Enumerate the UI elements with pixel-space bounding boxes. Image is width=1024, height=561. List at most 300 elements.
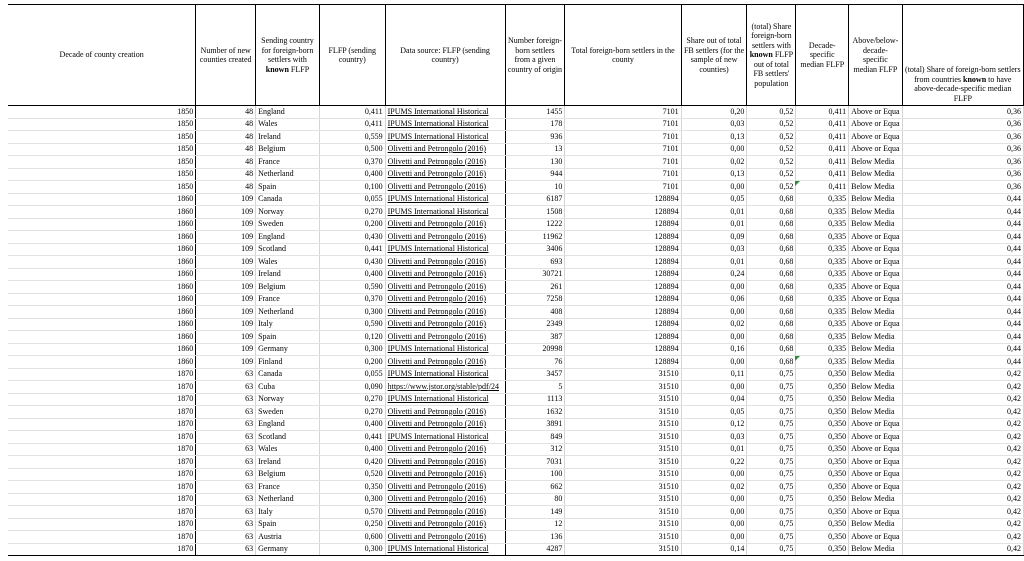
cell-flfp[interactable]: 0,559 bbox=[319, 131, 385, 144]
cell-source[interactable]: Olivetti and Petrongolo (2016) bbox=[385, 531, 505, 544]
cell-country[interactable]: Netherland bbox=[256, 493, 320, 506]
cell-country[interactable]: France bbox=[256, 293, 320, 306]
cell-above-below[interactable]: Above or Equa bbox=[849, 431, 902, 444]
cell-country[interactable]: Sweden bbox=[256, 218, 320, 231]
cell-settlers[interactable]: 2349 bbox=[505, 318, 565, 331]
cell-decade[interactable]: 1870 bbox=[8, 381, 196, 394]
cell-share-fb[interactable]: 0,00 bbox=[681, 306, 747, 319]
cell-above-below[interactable]: Above or Equa bbox=[849, 506, 902, 519]
cell-median[interactable]: 0,335 bbox=[796, 318, 849, 331]
cell-country[interactable]: Wales bbox=[256, 443, 320, 456]
cell-source[interactable]: Olivetti and Petrongolo (2016) bbox=[385, 181, 505, 194]
cell-flfp[interactable]: 0,370 bbox=[319, 156, 385, 169]
cell-share-fb[interactable]: 0,00 bbox=[681, 356, 747, 369]
cell-total[interactable]: 128894 bbox=[565, 293, 681, 306]
cell-share-above[interactable]: 0,42 bbox=[902, 418, 1023, 431]
cell-country[interactable]: Sweden bbox=[256, 406, 320, 419]
cell-known-share[interactable]: 0,52 bbox=[747, 131, 796, 144]
cell-above-below[interactable]: Below Media bbox=[849, 406, 902, 419]
cell-new-counties[interactable]: 48 bbox=[196, 131, 256, 144]
cell-source[interactable]: Olivetti and Petrongolo (2016) bbox=[385, 281, 505, 294]
cell-median[interactable]: 0,335 bbox=[796, 306, 849, 319]
cell-new-counties[interactable]: 109 bbox=[196, 293, 256, 306]
cell-country[interactable]: France bbox=[256, 481, 320, 494]
cell-share-above[interactable]: 0,44 bbox=[902, 243, 1023, 256]
cell-country[interactable]: Wales bbox=[256, 256, 320, 269]
cell-known-share[interactable]: 0,75 bbox=[747, 506, 796, 519]
cell-known-share[interactable]: 0,75 bbox=[747, 518, 796, 531]
cell-flfp[interactable]: 0,400 bbox=[319, 418, 385, 431]
cell-settlers[interactable]: 30721 bbox=[505, 268, 565, 281]
cell-share-above[interactable]: 0,36 bbox=[902, 118, 1023, 131]
cell-above-below[interactable]: Below Media bbox=[849, 156, 902, 169]
cell-median[interactable]: 0,350 bbox=[796, 506, 849, 519]
cell-share-above[interactable]: 0,44 bbox=[902, 318, 1023, 331]
cell-source[interactable]: Olivetti and Petrongolo (2016) bbox=[385, 331, 505, 344]
cell-total[interactable]: 128894 bbox=[565, 206, 681, 219]
cell-known-share[interactable]: 0,75 bbox=[747, 468, 796, 481]
cell-above-below[interactable]: Above or Equa bbox=[849, 131, 902, 144]
cell-decade[interactable]: 1870 bbox=[8, 443, 196, 456]
cell-decade[interactable]: 1860 bbox=[8, 343, 196, 356]
cell-settlers[interactable]: 849 bbox=[505, 431, 565, 444]
cell-total[interactable]: 7101 bbox=[565, 131, 681, 144]
cell-above-below[interactable]: Below Media bbox=[849, 218, 902, 231]
cell-flfp[interactable]: 0,590 bbox=[319, 318, 385, 331]
comment-indicator[interactable] bbox=[795, 181, 800, 186]
cell-decade[interactable]: 1860 bbox=[8, 293, 196, 306]
cell-source[interactable]: Olivetti and Petrongolo (2016) bbox=[385, 293, 505, 306]
cell-share-fb[interactable]: 0,16 bbox=[681, 343, 747, 356]
cell-known-share[interactable]: 0,52 bbox=[747, 143, 796, 156]
cell-above-below[interactable]: Above or Equa bbox=[849, 481, 902, 494]
cell-median[interactable]: 0,350 bbox=[796, 431, 849, 444]
cell-median[interactable]: 0,350 bbox=[796, 468, 849, 481]
cell-settlers[interactable]: 1222 bbox=[505, 218, 565, 231]
cell-share-fb[interactable]: 0,00 bbox=[681, 518, 747, 531]
cell-share-fb[interactable]: 0,02 bbox=[681, 156, 747, 169]
cell-known-share[interactable]: 0,68 bbox=[747, 343, 796, 356]
cell-settlers[interactable]: 6187 bbox=[505, 193, 565, 206]
cell-share-fb[interactable]: 0,24 bbox=[681, 268, 747, 281]
cell-median[interactable]: 0,335 bbox=[796, 293, 849, 306]
cell-known-share[interactable]: 0,68 bbox=[747, 281, 796, 294]
cell-share-above[interactable]: 0,44 bbox=[902, 293, 1023, 306]
cell-decade[interactable]: 1870 bbox=[8, 393, 196, 406]
cell-new-counties[interactable]: 109 bbox=[196, 268, 256, 281]
cell-share-fb[interactable]: 0,00 bbox=[681, 506, 747, 519]
cell-source[interactable]: IPUMS International Historical bbox=[385, 431, 505, 444]
cell-share-above[interactable]: 0,44 bbox=[902, 343, 1023, 356]
cell-new-counties[interactable]: 48 bbox=[196, 106, 256, 119]
cell-total[interactable]: 128894 bbox=[565, 256, 681, 269]
cell-settlers[interactable]: 936 bbox=[505, 131, 565, 144]
cell-known-share[interactable]: 0,68 bbox=[747, 306, 796, 319]
cell-country[interactable]: Belgium bbox=[256, 143, 320, 156]
cell-total[interactable]: 7101 bbox=[565, 181, 681, 194]
cell-flfp[interactable]: 0,400 bbox=[319, 443, 385, 456]
cell-country[interactable]: Spain bbox=[256, 518, 320, 531]
cell-source[interactable]: Olivetti and Petrongolo (2016) bbox=[385, 306, 505, 319]
cell-share-above[interactable]: 0,44 bbox=[902, 218, 1023, 231]
cell-source[interactable]: Olivetti and Petrongolo (2016) bbox=[385, 218, 505, 231]
cell-above-below[interactable]: Below Media bbox=[849, 543, 902, 556]
cell-new-counties[interactable]: 109 bbox=[196, 331, 256, 344]
cell-share-fb[interactable]: 0,01 bbox=[681, 256, 747, 269]
cell-settlers[interactable]: 10 bbox=[505, 181, 565, 194]
cell-known-share[interactable]: 0,68 bbox=[747, 218, 796, 231]
cell-known-share[interactable]: 0,75 bbox=[747, 431, 796, 444]
header-above[interactable]: Above/below-decade-specific median FLFP bbox=[849, 5, 902, 106]
cell-share-above[interactable]: 0,44 bbox=[902, 356, 1023, 369]
cell-flfp[interactable]: 0,600 bbox=[319, 531, 385, 544]
cell-total[interactable]: 31510 bbox=[565, 506, 681, 519]
cell-decade[interactable]: 1860 bbox=[8, 268, 196, 281]
cell-settlers[interactable]: 80 bbox=[505, 493, 565, 506]
cell-median[interactable]: 0,335 bbox=[796, 243, 849, 256]
cell-new-counties[interactable]: 63 bbox=[196, 531, 256, 544]
cell-median[interactable]: 0,411 bbox=[796, 118, 849, 131]
cell-known-share[interactable]: 0,68 bbox=[747, 293, 796, 306]
cell-known-share[interactable]: 0,75 bbox=[747, 368, 796, 381]
cell-above-below[interactable]: Below Media bbox=[849, 518, 902, 531]
cell-share-fb[interactable]: 0,13 bbox=[681, 131, 747, 144]
cell-median[interactable]: 0,350 bbox=[796, 481, 849, 494]
cell-country[interactable]: Scotland bbox=[256, 243, 320, 256]
cell-source[interactable]: Olivetti and Petrongolo (2016) bbox=[385, 143, 505, 156]
cell-country[interactable]: Finland bbox=[256, 356, 320, 369]
cell-country[interactable]: Canada bbox=[256, 193, 320, 206]
cell-median[interactable]: 0,411 bbox=[796, 131, 849, 144]
cell-settlers[interactable]: 76 bbox=[505, 356, 565, 369]
cell-total[interactable]: 31510 bbox=[565, 431, 681, 444]
cell-median[interactable]: 0,350 bbox=[796, 443, 849, 456]
cell-above-below[interactable]: Above or Equa bbox=[849, 143, 902, 156]
cell-total[interactable]: 128894 bbox=[565, 343, 681, 356]
cell-above-below[interactable]: Above or Equa bbox=[849, 531, 902, 544]
cell-settlers[interactable]: 693 bbox=[505, 256, 565, 269]
cell-known-share[interactable]: 0,75 bbox=[747, 481, 796, 494]
cell-settlers[interactable]: 408 bbox=[505, 306, 565, 319]
cell-new-counties[interactable]: 48 bbox=[196, 143, 256, 156]
cell-median[interactable]: 0,350 bbox=[796, 381, 849, 394]
cell-settlers[interactable]: 13 bbox=[505, 143, 565, 156]
cell-decade[interactable]: 1870 bbox=[8, 431, 196, 444]
cell-country[interactable]: Ireland bbox=[256, 456, 320, 469]
cell-settlers[interactable]: 7031 bbox=[505, 456, 565, 469]
cell-new-counties[interactable]: 63 bbox=[196, 481, 256, 494]
cell-flfp[interactable]: 0,300 bbox=[319, 306, 385, 319]
cell-median[interactable]: 0,411 bbox=[796, 106, 849, 119]
cell-country[interactable]: Italy bbox=[256, 318, 320, 331]
cell-total[interactable]: 128894 bbox=[565, 331, 681, 344]
cell-source[interactable]: Olivetti and Petrongolo (2016) bbox=[385, 318, 505, 331]
cell-above-below[interactable]: Below Media bbox=[849, 206, 902, 219]
cell-new-counties[interactable]: 63 bbox=[196, 368, 256, 381]
cell-flfp[interactable]: 0,420 bbox=[319, 456, 385, 469]
cell-source[interactable]: Olivetti and Petrongolo (2016) bbox=[385, 231, 505, 244]
cell-country[interactable]: Netherland bbox=[256, 168, 320, 181]
cell-median[interactable]: 0,335 bbox=[796, 193, 849, 206]
cell-country[interactable]: Italy bbox=[256, 506, 320, 519]
cell-median[interactable]: 0,335 bbox=[796, 256, 849, 269]
cell-source[interactable]: IPUMS International Historical bbox=[385, 193, 505, 206]
cell-decade[interactable]: 1860 bbox=[8, 256, 196, 269]
cell-median[interactable]: 0,350 bbox=[796, 393, 849, 406]
cell-median[interactable]: 0,335 bbox=[796, 331, 849, 344]
cell-total[interactable]: 31510 bbox=[565, 531, 681, 544]
cell-known-share[interactable]: 0,75 bbox=[747, 543, 796, 556]
cell-flfp[interactable]: 0,441 bbox=[319, 243, 385, 256]
cell-share-fb[interactable]: 0,13 bbox=[681, 168, 747, 181]
cell-flfp[interactable]: 0,441 bbox=[319, 431, 385, 444]
cell-new-counties[interactable]: 109 bbox=[196, 193, 256, 206]
cell-total[interactable]: 31510 bbox=[565, 518, 681, 531]
cell-flfp[interactable]: 0,350 bbox=[319, 481, 385, 494]
cell-above-below[interactable]: Above or Equa bbox=[849, 243, 902, 256]
header-flfp[interactable]: FLFP (sending country) bbox=[319, 5, 385, 106]
cell-share-above[interactable]: 0,42 bbox=[902, 406, 1023, 419]
cell-decade[interactable]: 1860 bbox=[8, 318, 196, 331]
cell-above-below[interactable]: Above or Equa bbox=[849, 468, 902, 481]
cell-source[interactable]: IPUMS International Historical bbox=[385, 543, 505, 556]
cell-share-above[interactable]: 0,42 bbox=[902, 531, 1023, 544]
cell-above-below[interactable]: Above or Equa bbox=[849, 118, 902, 131]
cell-known-share[interactable]: 0,68 bbox=[747, 268, 796, 281]
cell-decade[interactable]: 1870 bbox=[8, 368, 196, 381]
cell-share-fb[interactable]: 0,03 bbox=[681, 118, 747, 131]
cell-new-counties[interactable]: 63 bbox=[196, 506, 256, 519]
cell-new-counties[interactable]: 109 bbox=[196, 318, 256, 331]
cell-total[interactable]: 31510 bbox=[565, 493, 681, 506]
cell-flfp[interactable]: 0,590 bbox=[319, 281, 385, 294]
header-known-share[interactable] bbox=[747, 5, 796, 106]
cell-country[interactable]: Germany bbox=[256, 343, 320, 356]
cell-decade[interactable]: 1870 bbox=[8, 418, 196, 431]
cell-decade[interactable]: 1860 bbox=[8, 306, 196, 319]
cell-median[interactable]: 0,350 bbox=[796, 543, 849, 556]
cell-decade[interactable]: 1860 bbox=[8, 206, 196, 219]
cell-share-fb[interactable]: 0,01 bbox=[681, 218, 747, 231]
cell-flfp[interactable]: 0,411 bbox=[319, 106, 385, 119]
cell-new-counties[interactable]: 63 bbox=[196, 406, 256, 419]
cell-source[interactable]: IPUMS International Historical bbox=[385, 393, 505, 406]
cell-share-above[interactable]: 0,44 bbox=[902, 231, 1023, 244]
cell-new-counties[interactable]: 109 bbox=[196, 206, 256, 219]
cell-total[interactable]: 128894 bbox=[565, 231, 681, 244]
cell-source[interactable]: https://www.jstor.org/stable/pdf/24 bbox=[385, 381, 505, 394]
cell-share-above[interactable]: 0,42 bbox=[902, 493, 1023, 506]
cell-decade[interactable]: 1860 bbox=[8, 231, 196, 244]
cell-new-counties[interactable]: 109 bbox=[196, 343, 256, 356]
cell-settlers[interactable]: 100 bbox=[505, 468, 565, 481]
cell-above-below[interactable]: Above or Equa bbox=[849, 418, 902, 431]
cell-source[interactable]: IPUMS International Historical bbox=[385, 118, 505, 131]
cell-flfp[interactable]: 0,270 bbox=[319, 406, 385, 419]
cell-country[interactable]: France bbox=[256, 156, 320, 169]
cell-country[interactable]: Norway bbox=[256, 206, 320, 219]
cell-total[interactable]: 31510 bbox=[565, 418, 681, 431]
header-median[interactable]: Decade-specific median FLFP bbox=[796, 5, 849, 106]
cell-decade[interactable]: 1850 bbox=[8, 118, 196, 131]
cell-share-fb[interactable]: 0,00 bbox=[681, 181, 747, 194]
cell-known-share[interactable]: 0,68 bbox=[747, 256, 796, 269]
cell-settlers[interactable]: 4287 bbox=[505, 543, 565, 556]
cell-above-below[interactable]: Below Media bbox=[849, 181, 902, 194]
cell-median[interactable]: 0,335 bbox=[796, 356, 849, 369]
cell-decade[interactable]: 1870 bbox=[8, 456, 196, 469]
cell-decade[interactable]: 1870 bbox=[8, 506, 196, 519]
cell-settlers[interactable]: 1632 bbox=[505, 406, 565, 419]
cell-flfp[interactable]: 0,370 bbox=[319, 293, 385, 306]
cell-country[interactable]: Ireland bbox=[256, 268, 320, 281]
cell-flfp[interactable]: 0,120 bbox=[319, 331, 385, 344]
cell-decade[interactable]: 1850 bbox=[8, 181, 196, 194]
cell-known-share[interactable]: 0,75 bbox=[747, 393, 796, 406]
cell-settlers[interactable]: 12 bbox=[505, 518, 565, 531]
cell-above-below[interactable]: Below Media bbox=[849, 331, 902, 344]
cell-total[interactable]: 31510 bbox=[565, 468, 681, 481]
cell-share-above[interactable]: 0,44 bbox=[902, 268, 1023, 281]
cell-decade[interactable]: 1860 bbox=[8, 193, 196, 206]
cell-source[interactable]: Olivetti and Petrongolo (2016) bbox=[385, 468, 505, 481]
cell-share-above[interactable]: 0,42 bbox=[902, 381, 1023, 394]
header-source[interactable]: Data source: FLFP (sending country) bbox=[385, 5, 505, 106]
cell-share-fb[interactable]: 0,00 bbox=[681, 468, 747, 481]
cell-share-fb[interactable]: 0,20 bbox=[681, 106, 747, 119]
cell-settlers[interactable]: 5 bbox=[505, 381, 565, 394]
cell-source[interactable]: Olivetti and Petrongolo (2016) bbox=[385, 443, 505, 456]
cell-share-fb[interactable]: 0,00 bbox=[681, 493, 747, 506]
cell-total[interactable]: 31510 bbox=[565, 481, 681, 494]
cell-median[interactable]: 0,350 bbox=[796, 493, 849, 506]
cell-total[interactable]: 31510 bbox=[565, 381, 681, 394]
header-share-above[interactable] bbox=[902, 5, 1023, 106]
cell-new-counties[interactable]: 63 bbox=[196, 518, 256, 531]
cell-above-below[interactable]: Above or Equa bbox=[849, 231, 902, 244]
cell-total[interactable]: 128894 bbox=[565, 193, 681, 206]
cell-settlers[interactable]: 387 bbox=[505, 331, 565, 344]
cell-share-fb[interactable]: 0,12 bbox=[681, 418, 747, 431]
cell-total[interactable]: 128894 bbox=[565, 318, 681, 331]
cell-known-share[interactable]: 0,52 bbox=[747, 168, 796, 181]
cell-country[interactable]: Spain bbox=[256, 181, 320, 194]
cell-share-fb[interactable]: 0,11 bbox=[681, 368, 747, 381]
cell-country[interactable]: Spain bbox=[256, 331, 320, 344]
cell-country[interactable]: Norway bbox=[256, 393, 320, 406]
cell-known-share[interactable]: 0,75 bbox=[747, 493, 796, 506]
cell-decade[interactable]: 1860 bbox=[8, 281, 196, 294]
cell-decade[interactable]: 1870 bbox=[8, 406, 196, 419]
cell-median[interactable]: 0,350 bbox=[796, 518, 849, 531]
cell-share-above[interactable]: 0,44 bbox=[902, 306, 1023, 319]
cell-decade[interactable]: 1860 bbox=[8, 331, 196, 344]
cell-settlers[interactable]: 3406 bbox=[505, 243, 565, 256]
cell-settlers[interactable]: 149 bbox=[505, 506, 565, 519]
cell-flfp[interactable]: 0,270 bbox=[319, 206, 385, 219]
cell-new-counties[interactable]: 63 bbox=[196, 431, 256, 444]
cell-settlers[interactable]: 662 bbox=[505, 481, 565, 494]
cell-share-above[interactable]: 0,36 bbox=[902, 131, 1023, 144]
cell-flfp[interactable]: 0,300 bbox=[319, 543, 385, 556]
cell-source[interactable]: Olivetti and Petrongolo (2016) bbox=[385, 256, 505, 269]
cell-share-fb[interactable]: 0,01 bbox=[681, 443, 747, 456]
cell-source[interactable]: Olivetti and Petrongolo (2016) bbox=[385, 356, 505, 369]
cell-share-fb[interactable]: 0,00 bbox=[681, 381, 747, 394]
cell-known-share[interactable]: 0,68 bbox=[747, 231, 796, 244]
cell-known-share[interactable]: 0,68 bbox=[747, 193, 796, 206]
cell-share-fb[interactable]: 0,03 bbox=[681, 243, 747, 256]
cell-total[interactable]: 31510 bbox=[565, 368, 681, 381]
cell-total[interactable]: 31510 bbox=[565, 456, 681, 469]
cell-settlers[interactable]: 1113 bbox=[505, 393, 565, 406]
header-total[interactable]: Total foreign-born settlers in the county bbox=[565, 5, 681, 106]
cell-share-fb[interactable]: 0,02 bbox=[681, 481, 747, 494]
cell-median[interactable]: 0,350 bbox=[796, 456, 849, 469]
cell-source[interactable]: IPUMS International Historical bbox=[385, 131, 505, 144]
cell-flfp[interactable]: 0,090 bbox=[319, 381, 385, 394]
cell-source[interactable]: Olivetti and Petrongolo (2016) bbox=[385, 481, 505, 494]
cell-country[interactable]: Austria bbox=[256, 531, 320, 544]
cell-flfp[interactable]: 0,430 bbox=[319, 256, 385, 269]
cell-share-above[interactable]: 0,44 bbox=[902, 331, 1023, 344]
cell-share-fb[interactable]: 0,00 bbox=[681, 281, 747, 294]
cell-share-above[interactable]: 0,42 bbox=[902, 518, 1023, 531]
cell-total[interactable]: 31510 bbox=[565, 543, 681, 556]
cell-share-above[interactable]: 0,42 bbox=[902, 481, 1023, 494]
cell-known-share[interactable]: 0,52 bbox=[747, 106, 796, 119]
cell-flfp[interactable]: 0,055 bbox=[319, 368, 385, 381]
cell-share-fb[interactable]: 0,14 bbox=[681, 543, 747, 556]
cell-source[interactable]: Olivetti and Petrongolo (2016) bbox=[385, 406, 505, 419]
cell-settlers[interactable]: 7258 bbox=[505, 293, 565, 306]
cell-decade[interactable]: 1850 bbox=[8, 156, 196, 169]
cell-new-counties[interactable]: 63 bbox=[196, 443, 256, 456]
cell-median[interactable]: 0,411 bbox=[796, 168, 849, 181]
cell-known-share[interactable]: 0,75 bbox=[747, 443, 796, 456]
cell-country[interactable]: England bbox=[256, 106, 320, 119]
cell-new-counties[interactable]: 109 bbox=[196, 231, 256, 244]
cell-known-share[interactable]: 0,68 bbox=[747, 318, 796, 331]
cell-share-above[interactable]: 0,36 bbox=[902, 168, 1023, 181]
cell-share-fb[interactable]: 0,22 bbox=[681, 456, 747, 469]
cell-share-above[interactable]: 0,36 bbox=[902, 106, 1023, 119]
cell-settlers[interactable]: 130 bbox=[505, 156, 565, 169]
cell-total[interactable]: 31510 bbox=[565, 443, 681, 456]
cell-new-counties[interactable]: 63 bbox=[196, 543, 256, 556]
cell-above-below[interactable]: Above or Equa bbox=[849, 443, 902, 456]
cell-total[interactable]: 7101 bbox=[565, 168, 681, 181]
cell-share-fb[interactable]: 0,09 bbox=[681, 231, 747, 244]
cell-above-below[interactable]: Above or Equa bbox=[849, 456, 902, 469]
cell-known-share[interactable]: 0,75 bbox=[747, 531, 796, 544]
cell-new-counties[interactable]: 109 bbox=[196, 281, 256, 294]
cell-flfp[interactable]: 0,411 bbox=[319, 118, 385, 131]
cell-total[interactable]: 7101 bbox=[565, 106, 681, 119]
cell-known-share[interactable]: 0,68 bbox=[747, 331, 796, 344]
cell-total[interactable]: 128894 bbox=[565, 268, 681, 281]
cell-share-fb[interactable]: 0,04 bbox=[681, 393, 747, 406]
cell-source[interactable]: IPUMS International Historical bbox=[385, 206, 505, 219]
cell-country[interactable]: Netherland bbox=[256, 306, 320, 319]
cell-decade[interactable]: 1860 bbox=[8, 218, 196, 231]
cell-decade[interactable]: 1870 bbox=[8, 518, 196, 531]
cell-share-fb[interactable]: 0,06 bbox=[681, 293, 747, 306]
header-decade[interactable]: Decade of county creation bbox=[8, 5, 196, 106]
cell-settlers[interactable]: 11962 bbox=[505, 231, 565, 244]
cell-flfp[interactable]: 0,300 bbox=[319, 343, 385, 356]
cell-new-counties[interactable]: 63 bbox=[196, 418, 256, 431]
